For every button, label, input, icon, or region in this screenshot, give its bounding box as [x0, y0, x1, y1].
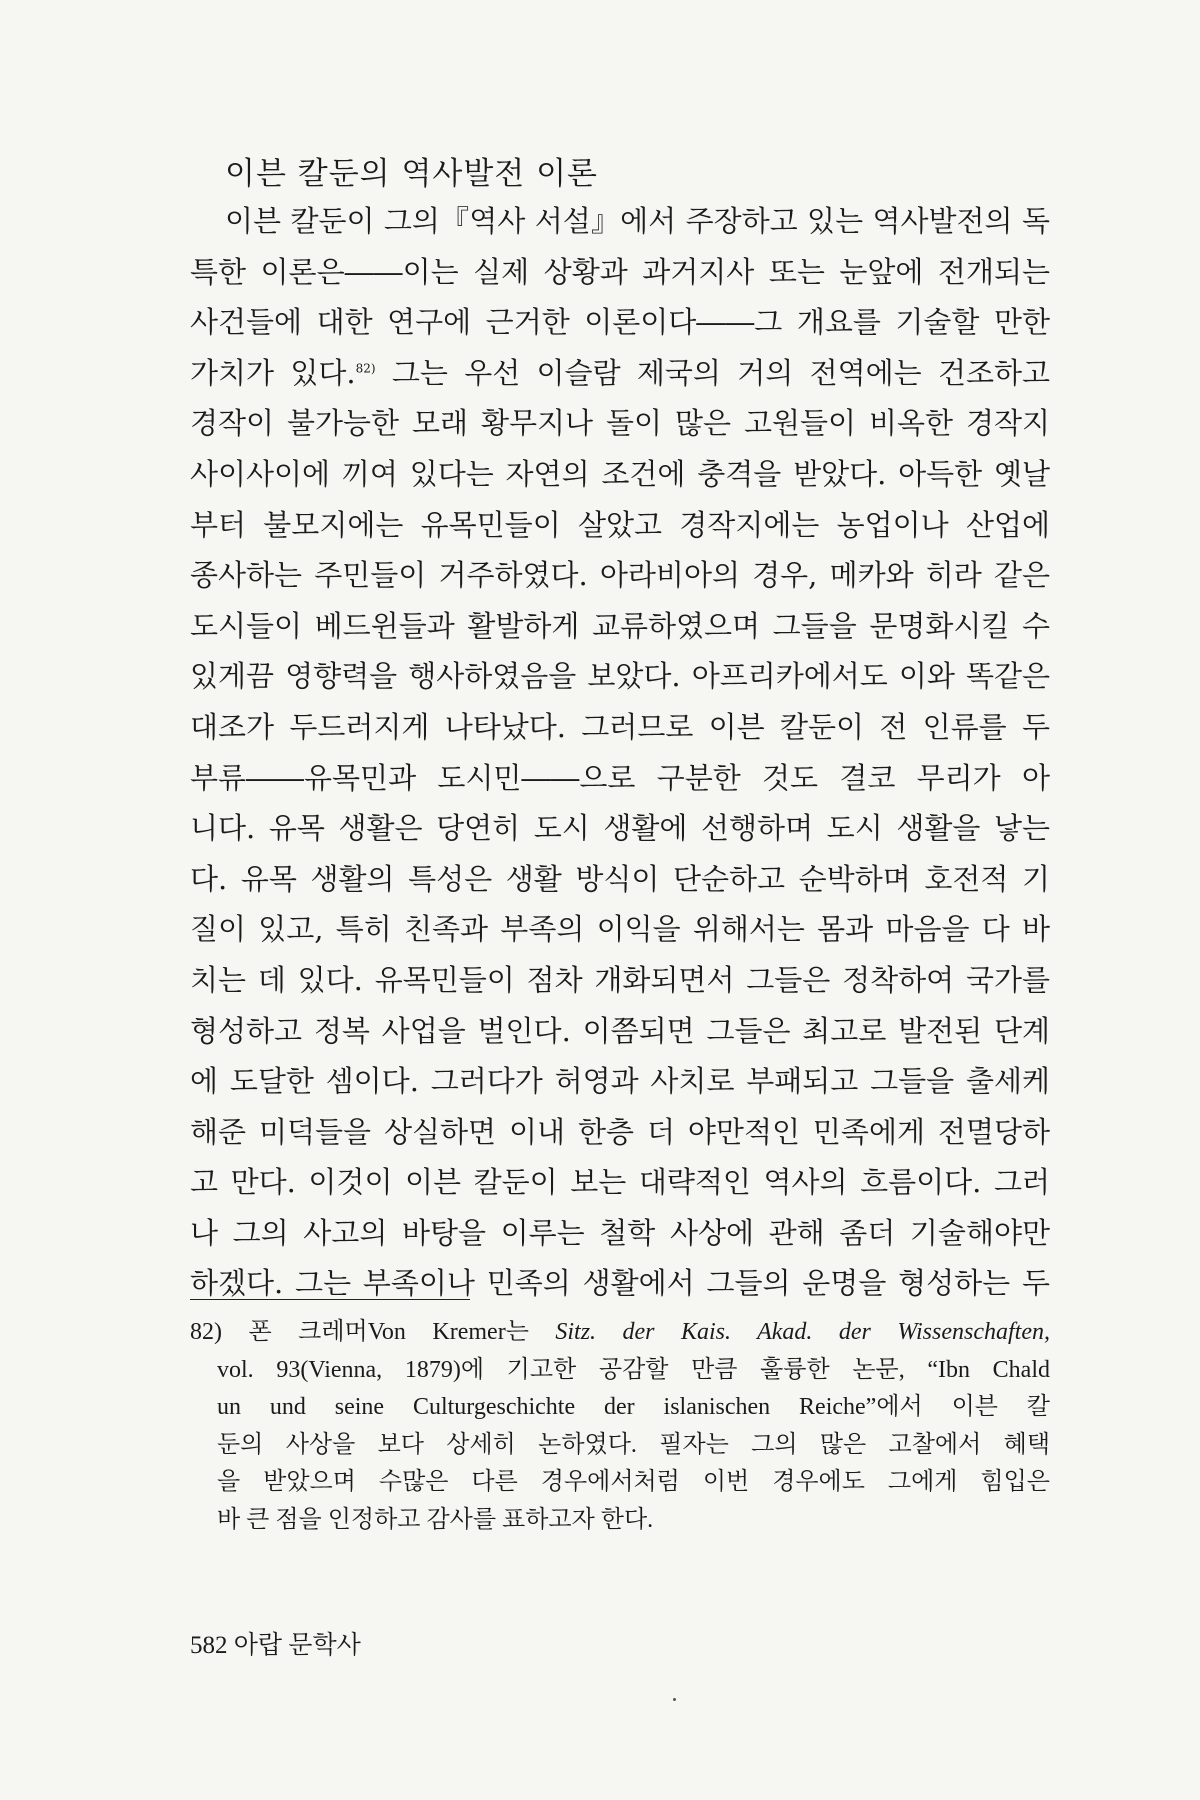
text-line: 해준 미덕들을 상실하면 이내 한층 더 야만적인 민족에게 전멸당하 [190, 1114, 1050, 1149]
text-line-with-footnote-ref [190, 348, 1050, 399]
text-line: 치는 데 있다. 유목민들이 점차 개화되면서 그들은 정착하여 국가를 [190, 962, 1050, 997]
footnote-line: vol. 93(Vienna, 1879)에 기고한 공감할 만큼 훌륭한 논문, “Ibn Chald [217, 1356, 1050, 1383]
text-line: 에 도달한 셈이다. 그러다가 허영과 사치로 부패되고 그들을 출세케 [190, 1064, 1050, 1099]
text-line: 질이 있고, 특히 친족과 부족의 이익을 위해서는 몸과 마음을 다 바 [190, 912, 1050, 947]
text-line: 부류――유목민과 도시민――으로 구분한 것도 결코 무리가 아 [190, 760, 1050, 795]
footnote-divider [190, 1299, 470, 1300]
footnote [190, 1314, 1050, 1539]
text-line: 종사하는 주민들이 거주하였다. 아라비아의 경우, 메카와 히라 같은 [190, 558, 1050, 593]
text-line: 부터 불모지에는 유목민들이 살았고 경작지에는 농업이나 산업에 [190, 507, 1050, 542]
text-line: 사건들에 대한 연구에 근거한 이론이다――그 개요를 기술할 만한 [190, 305, 1050, 340]
footnote-line: 을 받았으며 수많은 다른 경우에서처럼 이번 경우에도 그에게 힘입은 [217, 1469, 1050, 1495]
text-line: 있게끔 영향력을 행사하였음을 보았다. 아프리카에서도 이와 똑같은 [190, 659, 1050, 694]
body-paragraph [190, 196, 1050, 1309]
text-line: 고 만다. 이것이 이븐 칼둔이 보는 대략적인 역사의 흐름이다. 그러 [190, 1165, 1050, 1200]
text-line: 사이사이에 끼여 있다는 자연의 조건에 충격을 받았다. 아득한 옛날 [190, 456, 1050, 491]
footnote-lead: 82) 폰 크레머Von Kremer는 [190, 1319, 529, 1345]
text-line: 경작이 불가능한 모래 황무지나 돌이 많은 고원들이 비옥한 경작지 [190, 406, 1050, 441]
text-line: 특한 이론은――이는 실제 상황과 과거지사 또는 눈앞에 전개되는 [190, 254, 1050, 289]
scan-speck [673, 1698, 676, 1701]
footnote-line: 바 큰 점을 인정하고 감사를 표하고자 한다. [217, 1506, 654, 1533]
text-segment: 가치가 있다. [190, 355, 356, 390]
text-line: 이븐 칼둔이 그의『역사 서설』에서 주장하고 있는 역사발전의 독 [225, 204, 1050, 238]
footnote-reference: 82) [355, 361, 376, 376]
footnote-line [190, 1314, 1050, 1352]
text-line: 형성하고 정복 사업을 벌인다. 이쯤되면 그들은 최고로 발전된 단계 [190, 1013, 1050, 1048]
footnote-line: un und seine Culturgeschichte der islanischen Reiche”에서 이븐 칼 [217, 1394, 1050, 1420]
section-title: 이븐 칼둔의 역사발전 이론 [225, 156, 598, 192]
text-line: 하겠다. 그는 부족이나 민족의 생활에서 그들의 운명을 형성하는 두 [190, 1266, 1050, 1301]
text-line: 대조가 두드러지게 나타났다. 그러므로 이븐 칼둔이 전 인류를 두 [190, 709, 1050, 744]
page-footer: 582 아랍 문학사 [190, 1632, 361, 1659]
text-line: 도시들이 베드윈들과 활발하게 교류하였으며 그들을 문명화시킬 수 [190, 608, 1050, 643]
text-line: 다. 유목 생활의 특성은 생활 방식이 단순하고 순박하며 호전적 기 [190, 861, 1050, 896]
text-line: 나 그의 사고의 바탕을 이루는 철학 사상에 관해 좀더 기술해야만 [190, 1215, 1050, 1250]
text-line: 니다. 유목 생활은 당연히 도시 생활에 선행하며 도시 생활을 낳는 [190, 811, 1050, 846]
footnote-line: 둔의 사상을 보다 상세히 논하였다. 필자는 그의 많은 고찰에서 혜택 [217, 1431, 1050, 1458]
footnote-italic-title: Sitz. der Kais. Akad. der Wissenschaften, [555, 1319, 1050, 1345]
text-segment: 그는 우선 이슬람 제국의 거의 전역에는 건조하고 [391, 355, 1050, 390]
